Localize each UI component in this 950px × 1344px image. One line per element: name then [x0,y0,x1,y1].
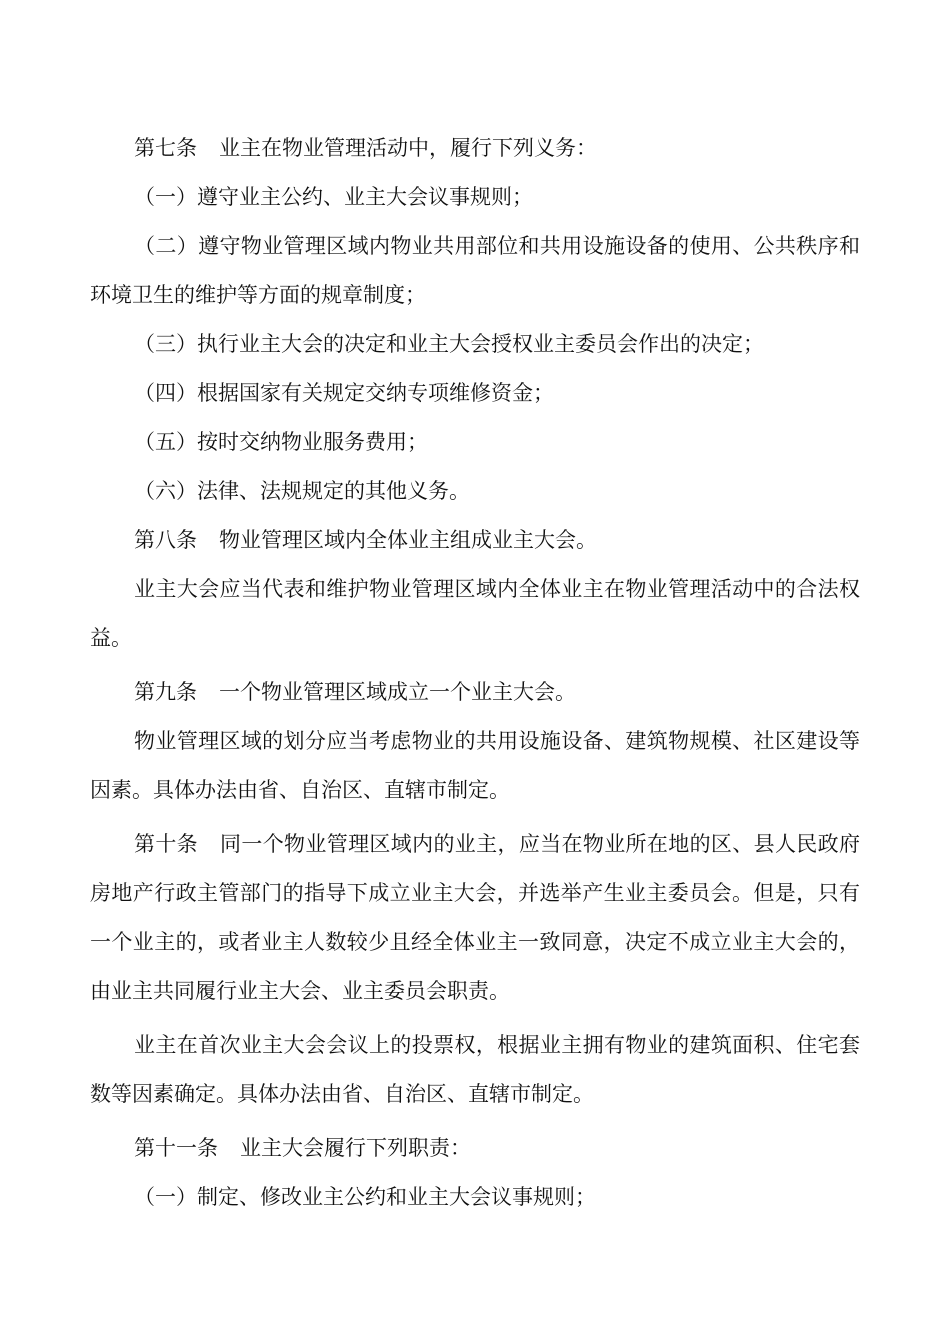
article-number: 第八条 [134,528,197,552]
article-number: 第九条 [134,680,197,704]
paragraph-article-11 [90,1124,860,1173]
list-item: （一）遵守业主公约、业主大会议事规则； [134,185,533,209]
paragraph: 物业管理区域的划分应当考虑物业的共用设施设备、建筑物规模、社区建设等因素。具体办法由省、自治区、直辖市制定。 [90,729,860,802]
document-body [90,124,860,1222]
paragraph: 业主大会应当代表和维护物业管理区域内全体业主在物业管理活动中的合法权益。 [90,577,860,650]
list-item: （二）遵守物业管理区域内物业共用部位和共用设施设备的使用、公共秩序和环境卫生的维护等方面的规章制度； [90,234,860,307]
paragraph-text: 一个物业管理区域成立一个业主大会。 [219,680,576,704]
list-item: （一）制定、修改业主公约和业主大会议事规则； [134,1185,596,1209]
list-item: （六）法律、法规规定的其他义务。 [134,479,470,503]
paragraph-text: 物业管理区域内全体业主组成业主大会。 [219,528,597,552]
paragraph-text: 同一个物业管理区域内的业主，应当在物业所在地的区、县人民政府房地产行政主管部门的指导下成立业主大会，并选举产生业主委员会。但是，只有一个业主的，或者业主人数较少且经全体业主一致同意，决定不成立业主大会的，由业主共同履行业主大会、业主委员会职责。 [90,832,860,1003]
article-number: 第十一条 [134,1136,218,1160]
paragraph-article-10 [90,820,860,1016]
list-item: （四）根据国家有关规定交纳专项维修资金； [134,381,554,405]
paragraph-article-9 [90,668,860,717]
article-number: 第七条 [134,136,197,160]
list-item: （三）执行业主大会的决定和业主大会授权业主委员会作出的决定； [134,332,764,356]
paragraph-text: 业主在物业管理活动中，履行下列义务： [219,136,597,160]
paragraph-text: 业主大会履行下列职责： [240,1136,471,1160]
paragraph-article-7 [90,124,860,173]
paragraph: 业主在首次业主大会会议上的投票权，根据业主拥有物业的建筑面积、住宅套数等因素确定。具体办法由省、自治区、直辖市制定。 [90,1033,860,1106]
paragraph-article-8 [90,516,860,565]
list-item: （五）按时交纳物业服务费用； [134,430,428,454]
article-number: 第十条 [134,832,199,856]
